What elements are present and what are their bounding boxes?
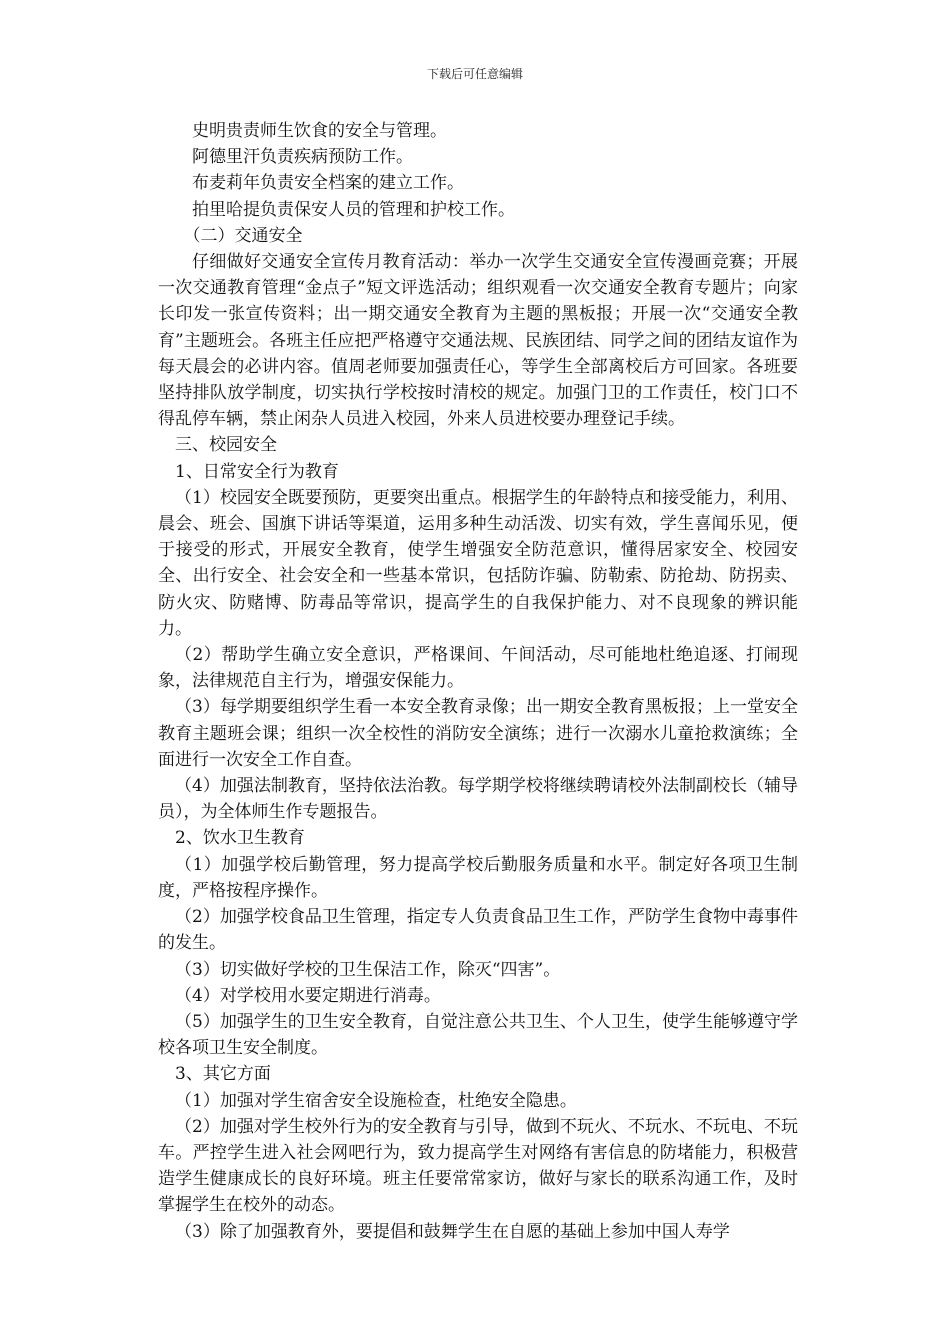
page-header: 下载后可任意编辑: [426, 67, 523, 81]
paragraph-staff-archive: 布麦莉年负责安全档案的建立工作。: [192, 173, 464, 194]
subsection-heading-water-hygiene: 2、饮水卫生教育: [175, 828, 305, 849]
list-item-hygiene-3: （3）切实做好学校的卫生保洁工作，除灭“四害”。: [175, 959, 561, 980]
paragraph-staff-security: 拍里哈提负责保安人员的管理和护校工作。: [192, 199, 515, 220]
section-heading-campus-safety: 三、校园安全: [175, 435, 277, 456]
list-item-other-1: （1）加强对学生宿舍安全设施检查，杜绝安全隐患。: [175, 1090, 577, 1111]
subsection-heading-other: 3、其它方面: [175, 1064, 271, 1085]
list-item-other-3: （3）除了加强教育外，要提倡和鼓舞学生在自愿的基础上参加中国人寿学: [175, 1221, 730, 1242]
list-item-daily-4: （4）加强法制教育，坚持依法治教。每学期学校将继续聘请校外法制副校长（辅导员），为全体师生作专题报告。: [158, 776, 798, 823]
paragraph-traffic: 仔细做好交通安全宣传月教育活动：举办一次学生交通安全宣传漫画竞赛；开展一次交通教育管理“金点子”短文评选活动；组织观看一次交通安全教育专题片；向家长印发一张宣传资料；出一期交通安全教育为主题的黑板报；开展一次“交通安全教育”主题班会。各班主任应把严格遵守交通法规、民族团结、同学之间的团结友谊作为每天晨会的必讲内容。值周老师要加强责任心，等学生全部离校后方可回家。各班要坚持排队放学制度，切实执行学校按时清校的规定。加强门卫的工作责任，校门口不得乱停车辆，禁止闲杂人员进入校园，外来人员进校要办理登记手续。: [158, 252, 798, 430]
list-item-hygiene-2: （2）加强学校食品卫生管理，指定专人负责食品卫生工作，严防学生食物中毒事件的发生。: [158, 907, 798, 954]
list-item-hygiene-1: （1）加强学校后勤管理，努力提高学校后勤服务质量和水平。制定好各项卫生制度，严格按程序操作。: [158, 854, 798, 901]
list-item-hygiene-4: （4）对学校用水要定期进行消毒。: [175, 985, 441, 1006]
paragraph-staff-disease: 阿德里汗负责疾病预防工作。: [192, 147, 413, 168]
document-body: [158, 118, 798, 1245]
list-item-other-2: （2）加强对学生校外行为的安全教育与引导，做到不玩火、不玩水、不玩电、不玩车。严控学生进入社会网吧行为，致力提高学生对网络有害信息的防堵能力，积极营造学生健康成长的良好环境。班主任要常常家访，做好与家长的联系沟通工作，及时掌握学生在校外的动态。: [158, 1116, 798, 1216]
list-item-daily-2: （2）帮助学生确立安全意识，严格课间、午间活动，尽可能地杜绝追逐、打闹现象，法律规范自主行为，增强安保能力。: [158, 645, 798, 692]
list-item-daily-1: （1）校园安全既要预防，更要突出重点。根据学生的年龄特点和接受能力，利用、晨会、班会、国旗下讲话等渠道，运用多种生动活泼、切实有效，学生喜闻乐见，便于接受的形式，开展安全教育，使学生增强安全防范意识，懂得居家安全、校园安全、出行安全、社会安全和一些基本常识，包括防诈骗、防勒索、防抢劫、防拐卖、防火灾、防赌博、防毒品等常识，提高学生的自我保护能力、对不良现象的辨识能力。: [158, 487, 798, 639]
paragraph-staff-food: 史明贵责师生饮食的安全与管理。: [192, 121, 447, 141]
list-item-hygiene-5: （5）加强学生的卫生安全教育，自觉注意公共卫生、个人卫生，使学生能够遵守学校各项卫生安全制度。: [158, 1011, 798, 1059]
list-item-daily-3: （3）每学期要组织学生看一本安全教育录像；出一期安全教育黑板报；上一堂安全教育主题班会课；组织一次全校性的消防安全演练；进行一次溺水儿童抢救演练；全面进行一次安全工作自查。: [158, 697, 798, 770]
subsection-heading-daily-behavior: 1、日常安全行为教育: [175, 461, 339, 482]
section-heading-traffic: （二）交通安全: [183, 225, 303, 246]
